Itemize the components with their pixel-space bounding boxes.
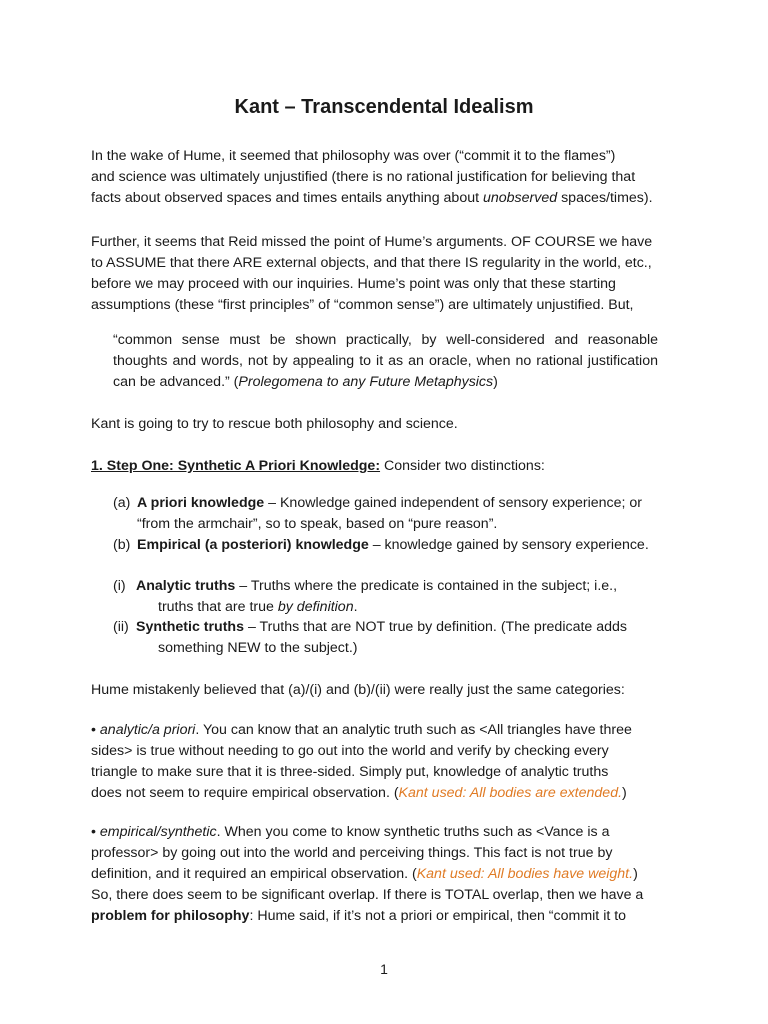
definition: “from the armchair”, so to speak, based on “pure reason”.	[137, 516, 498, 532]
paragraph-rescue	[91, 414, 687, 435]
text-span: . You can know that an analytic truth such as <All triangles have three	[195, 722, 632, 738]
text-line: Kant is going to try to rescue both philosophy and science.	[91, 416, 458, 432]
text-line: So, there does seem to be significant overlap. If there is TOTAL overlap, then we have a	[91, 887, 644, 903]
definition: – knowledge gained by sensory experience.	[368, 537, 649, 553]
list-item-ii	[113, 617, 693, 659]
text-line	[91, 720, 687, 741]
text-span: spaces/times).	[557, 190, 653, 206]
list-marker: (ii)	[113, 619, 129, 635]
list-marker: (i)	[113, 578, 126, 594]
text-line	[91, 783, 687, 804]
term: Synthetic truths	[136, 619, 244, 635]
text-line: triangle to make sure that it is three-sided. Simply put, knowledge of analytic truths	[91, 764, 609, 780]
list-item-i	[113, 576, 693, 618]
text-line	[91, 822, 687, 843]
text-line	[91, 864, 687, 885]
text-line: sides> is true without needing to go out into the world and verify by checking every	[91, 743, 609, 759]
text-line: In the wake of Hume, it seemed that philosophy was over (“commit it to the flames”)	[91, 148, 616, 164]
bullet-analytic	[91, 720, 687, 804]
term: Analytic truths	[136, 578, 236, 594]
term: analytic/a priori	[99, 722, 196, 738]
text-line: Hume mistakenly believed that (a)/(i) and (b)/(ii) were really just the same categories:	[91, 682, 625, 698]
kant-note: Kant used: All bodies are extended.	[398, 785, 623, 801]
term: empirical/synthetic	[99, 824, 217, 840]
paragraph-intro	[91, 146, 687, 209]
text-span: definition, and it required an empirical observation. (	[91, 866, 417, 882]
quote-source: Prolegomena to any Future Metaphysics	[238, 374, 494, 390]
emphasis: by definition	[277, 599, 354, 615]
quote-text: “common sense must be shown practically, by well-considered and reasonable thoughts and words, not by appealing to it as an oracle, when no rational justification can be advanced.” (	[113, 332, 658, 390]
kant-note: Kant used: All bodies have weight.	[416, 866, 634, 882]
text-line: Further, it seems that Reid missed the point of Hume’s arguments. OF COURSE we have	[91, 234, 653, 250]
definition: something NEW to the subject.)	[158, 640, 358, 656]
bullet-icon: •	[91, 722, 96, 738]
paragraph-hume-mistake	[91, 680, 687, 701]
text-line	[91, 906, 687, 927]
text-span: : Hume said, if it’s not a priori or empirical, then “commit it to	[249, 908, 627, 924]
text-line: to ASSUME that there ARE external objects, and that there IS regularity in the world, etc.,	[91, 255, 652, 271]
text-line	[91, 188, 687, 209]
term: A priori knowledge	[137, 495, 265, 511]
bullet-empirical	[91, 822, 687, 927]
step-one-heading	[91, 456, 687, 477]
text-line: and science was ultimately unjustified (there is no rational justification for believing that	[91, 169, 636, 185]
text-span: facts about observed spaces and times entails anything about	[91, 190, 483, 206]
definition: – Truths where the predicate is contained in the subject; i.e.,	[235, 578, 618, 594]
definition: – Knowledge gained independent of sensory experience; or	[264, 495, 642, 511]
text-span: does not seem to require empirical observation. (	[91, 785, 399, 801]
section-heading: 1. Step One: Synthetic A Priori Knowledge:	[91, 458, 381, 474]
text-line: before we may proceed with our inquiries. Hume’s point was only that these starting	[91, 276, 616, 292]
list-item-a	[113, 493, 693, 535]
definition: – Truths that are NOT true by definition. (The predicate adds	[244, 619, 627, 635]
quote-close: )	[493, 374, 498, 390]
page-number: 1	[380, 961, 388, 977]
bullet-icon: •	[91, 824, 96, 840]
paragraph-reid	[91, 232, 687, 316]
list-item-b	[113, 535, 693, 556]
text-line: assumptions (these “first principles” of “common sense”) are ultimately unjustified. But,	[91, 297, 634, 313]
block-quote	[113, 330, 658, 393]
bold-phrase: problem for philosophy	[91, 908, 250, 924]
term: Empirical (a posteriori) knowledge	[137, 537, 369, 553]
text-line: professor> by going out into the world and perceiving things. This fact is not true by	[91, 845, 613, 861]
text-span: )	[622, 785, 627, 801]
emphasis: unobserved	[482, 190, 558, 206]
page-title: Kant – Transcendental Idealism	[234, 96, 534, 118]
section-heading-rest: Consider two distinctions:	[380, 458, 545, 474]
text-span: )	[633, 866, 638, 882]
definition: .	[353, 599, 358, 615]
text-span: . When you come to know synthetic truths such as <Vance is a	[216, 824, 610, 840]
definition: truths that are true	[158, 599, 278, 615]
list-marker: (a)	[113, 495, 131, 511]
list-marker: (b)	[113, 537, 131, 553]
